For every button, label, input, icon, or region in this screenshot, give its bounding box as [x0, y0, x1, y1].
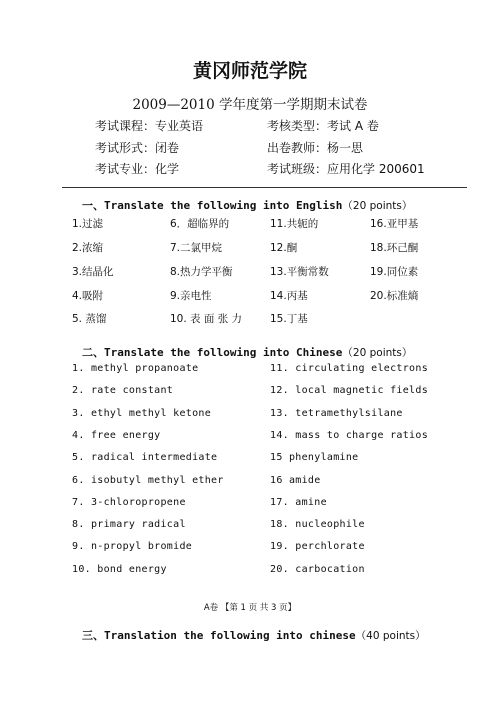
info-check-type: 考核类型：考试 A 卷	[267, 119, 379, 133]
section1-item: 10. 表 面 张 力	[170, 313, 243, 325]
section2-item: 9. n-propyl bromide	[72, 541, 193, 552]
section1-points: （20 points）	[342, 200, 413, 212]
section1-item: 4.吸附	[72, 290, 104, 302]
section3-points: （40 points）	[355, 630, 426, 642]
section2-heading	[82, 344, 412, 360]
section2-item: 5. radical intermediate	[72, 452, 218, 463]
section2-item: 18. nucleophile	[270, 519, 365, 530]
section2-item: 12. local magnetic fields	[270, 385, 429, 396]
info-class: 考试班级：应用化学 200601	[267, 162, 425, 176]
page-footer: A卷 【第 1 页 共 3 页】	[203, 603, 297, 613]
section2-title: 二、Translate the following into Chinese	[82, 346, 343, 359]
section2-item: 19. perchlorate	[270, 541, 365, 552]
section1-item: 1.过滤	[72, 218, 104, 230]
section2-item: 6. isobutyl methyl ether	[72, 475, 224, 486]
section2-item: 8. primary radical	[72, 519, 186, 530]
section2-item: 15 phenylamine	[270, 452, 359, 463]
info-teacher: 出卷教师：杨一思	[267, 141, 364, 155]
section1-item: 2.浓缩	[72, 242, 104, 254]
section2-item: 11. circulating electrons	[270, 363, 429, 374]
section2-item: 20. carbocation	[270, 564, 365, 575]
section1-item: 11.共轭的	[270, 218, 319, 230]
info-form: 考试形式：闭卷	[95, 141, 180, 155]
exam-term: 2009—2010 学年度第一学期期末试卷	[132, 97, 368, 113]
section1-item: 16.亚甲基	[370, 218, 419, 230]
section2-item: 16 amide	[270, 475, 321, 486]
section2-item: 10. bond energy	[72, 564, 167, 575]
section2-item: 1. methyl propanoate	[72, 363, 199, 374]
info-course: 考试课程：专业英语	[95, 119, 204, 133]
section1-item: 12.酮	[270, 242, 298, 254]
section1-item: 9.亲电性	[170, 290, 212, 302]
section1-item: 5. 蒸馏	[72, 313, 107, 325]
school-name: 黄冈师范学院	[192, 60, 307, 82]
section2-item: 4. free energy	[72, 430, 161, 441]
section2-item: 14. mass to charge ratios	[270, 430, 429, 441]
section1-heading	[82, 197, 412, 213]
section1-item: 20.标准熵	[370, 290, 419, 302]
section1-item: 7.二氯甲烷	[170, 242, 223, 254]
section1-title: 一、Translate the following into English	[82, 199, 343, 212]
section1-item: 19.同位素	[370, 266, 419, 278]
section2-item: 17. amine	[270, 497, 327, 508]
section2-item: 3. ethyl methyl ketone	[72, 408, 212, 419]
section2-item: 2. rate constant	[72, 385, 174, 396]
info-major: 考试专业：化学	[95, 162, 180, 176]
section2-item: 7. 3-chloropropene	[72, 497, 186, 508]
section1-item: 6．超临界的	[170, 218, 230, 230]
section2-points: （20 points）	[342, 347, 413, 359]
section1-item: 14.丙基	[270, 290, 308, 302]
section1-item: 3.结晶化	[72, 266, 114, 278]
section1-item: 18.环己酮	[370, 242, 419, 254]
section1-item: 13.平衡常数	[270, 266, 329, 278]
section3-heading	[82, 627, 426, 643]
section1-item: 15.丁基	[270, 313, 308, 325]
header-divider	[62, 187, 467, 188]
section3-title: 三、Translation the following into chinese	[82, 629, 356, 642]
section2-item: 13. tetramethylsilane	[270, 408, 403, 419]
section1-item: 8.热力学平衡	[170, 266, 233, 278]
